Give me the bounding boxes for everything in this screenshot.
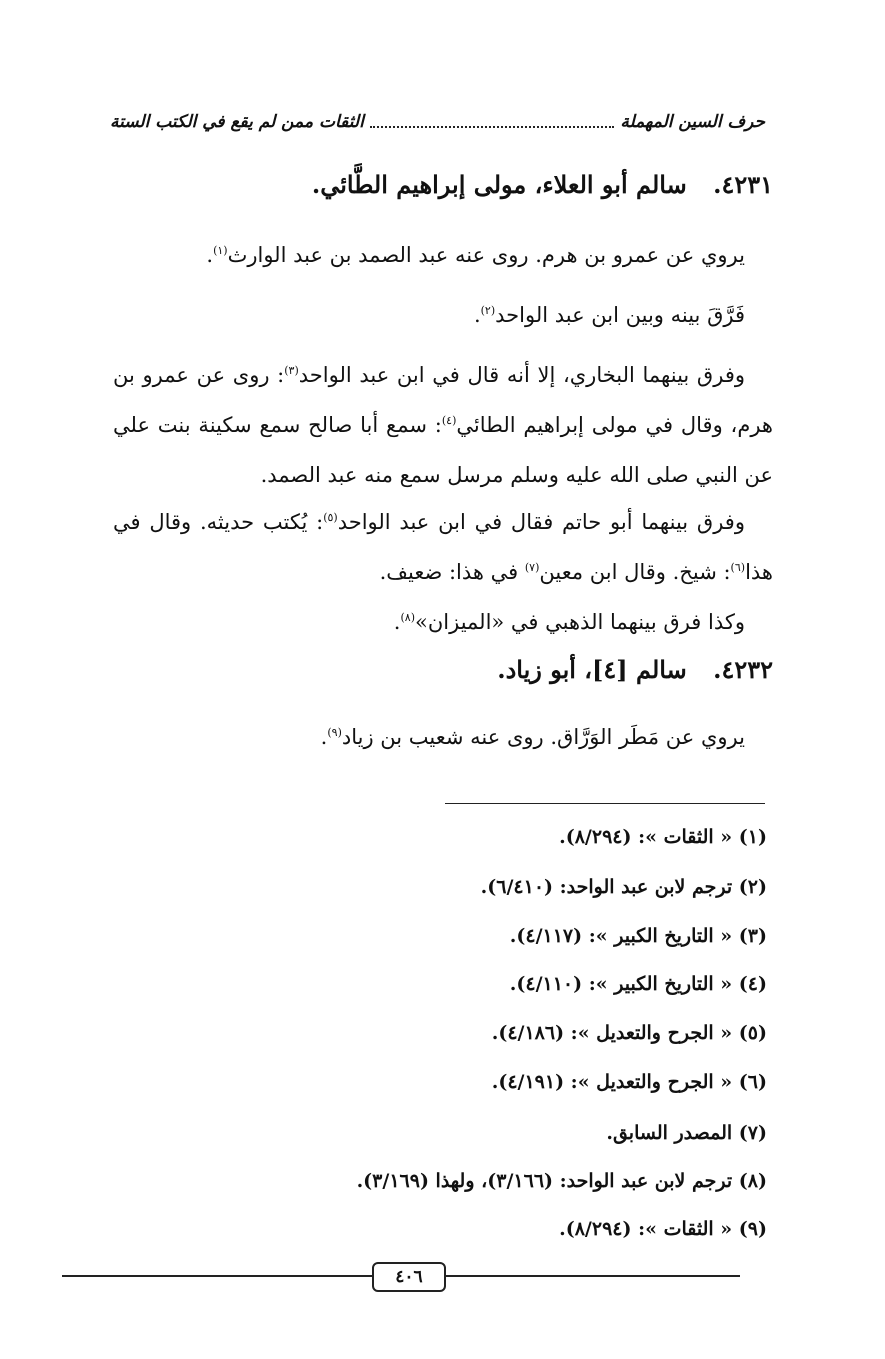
paragraph-text: . [320, 725, 328, 749]
paragraph-text: وكذا فرق بينهما الذهبي في «الميزان» [415, 610, 745, 634]
paragraph [113, 597, 773, 647]
footnote-ref: (٨) [400, 611, 415, 624]
footnote-ref: (٦) [730, 561, 746, 574]
paragraph-text: يروي عن مَطَر الوَرَّاق. روى عنه شعيب بن زياد [341, 725, 745, 749]
entry-title: سالم أبو العلاء، مولى إبراهيم الطَّائي. [311, 170, 687, 199]
header-dot-leader [370, 116, 615, 128]
footnote: (٣) « التاريخ الكبير »: (٤/١١٧). [509, 925, 767, 947]
entry-heading [497, 655, 773, 684]
paragraph-text: وفرق بينهما البخاري، إلا أنه قال في ابن عبد الواحد [298, 363, 745, 387]
footnote-ref: (٧) [524, 561, 540, 574]
footnote: (٧) المصدر السابق. [606, 1122, 767, 1144]
footnote-ref: (٩) [327, 726, 342, 739]
footnote: (٥) « الجرح والتعديل »: (٤/١٨٦). [491, 1022, 767, 1044]
footnote: (١) « الثقات »: (٨/٢٩٤). [559, 826, 767, 848]
entry-heading [312, 170, 773, 199]
footnote-ref: (٣) [284, 364, 299, 377]
footnote: (٩) « الثقات »: (٨/٢٩٤). [559, 1218, 767, 1240]
paragraph-text: : روى عن عمرو بن هرم، وقال في مولى إبراهيم الطائي [113, 363, 773, 437]
paragraph [113, 230, 773, 280]
paragraph [113, 350, 773, 500]
footnote: (٨) ترجم لابن عبد الواحد: (٣/١٦٦)، ولهذا (٣/١٦٩). [356, 1170, 767, 1192]
paragraph-text: . [393, 610, 401, 634]
paragraph-text: : سمع أبا صالح سمع سكينة بنت علي عن النبي صلى الله عليه وسلم مرسل سمع منه عبد الصمد. [113, 413, 773, 487]
header-book-title: الثقات ممن لم يقع في الكتب الستة [110, 112, 364, 132]
paragraph [113, 712, 773, 762]
footnote: (٦) « الجرح والتعديل »: (٤/١٩١). [491, 1071, 767, 1093]
bottom-rule-left [62, 1275, 372, 1277]
running-header [110, 112, 765, 132]
page-number: ٤٠٦ [372, 1262, 446, 1292]
paragraph-text: . [473, 303, 481, 327]
footnote: (٢) ترجم لابن عبد الواحد: (٦/٤١٠). [480, 876, 767, 898]
footnote-ref: (٥) [323, 511, 338, 524]
paragraph-text: وفرق بينهما أبو حاتم فقال في ابن عبد الواحد [337, 510, 745, 534]
paragraph-text: . [206, 243, 214, 267]
entry-number: ٤٢٣٢. [713, 655, 773, 684]
entry-number: ٤٢٣١. [713, 170, 773, 199]
entry-title: سالم [٤]، أبو زياد. [497, 655, 687, 684]
paragraph-text: فَرَّقَ بينه وبين ابن عبد الواحد [495, 303, 745, 327]
footnote-ref: (١) [213, 244, 228, 257]
paragraph [113, 497, 773, 597]
paragraph-text: : شيخ. وقال ابن معين [539, 560, 731, 584]
footnote: (٤) « التاريخ الكبير »: (٤/١١٠). [509, 973, 767, 995]
bottom-rule-right [442, 1275, 740, 1277]
paragraph-text: : يُكتب حديثه. وقال في هذا [113, 510, 773, 584]
footnote-separator [445, 803, 765, 804]
footnote-ref: (٤) [441, 414, 457, 427]
paragraph-text: في هذا: ضعيف. [379, 560, 525, 584]
footnote-ref: (٢) [480, 304, 496, 317]
paragraph [113, 290, 773, 340]
paragraph-text: يروي عن عمرو بن هرم. روى عنه عبد الصمد بن عبد الوارث [227, 243, 745, 267]
header-chapter-title: حرف السين المهملة [620, 112, 765, 132]
